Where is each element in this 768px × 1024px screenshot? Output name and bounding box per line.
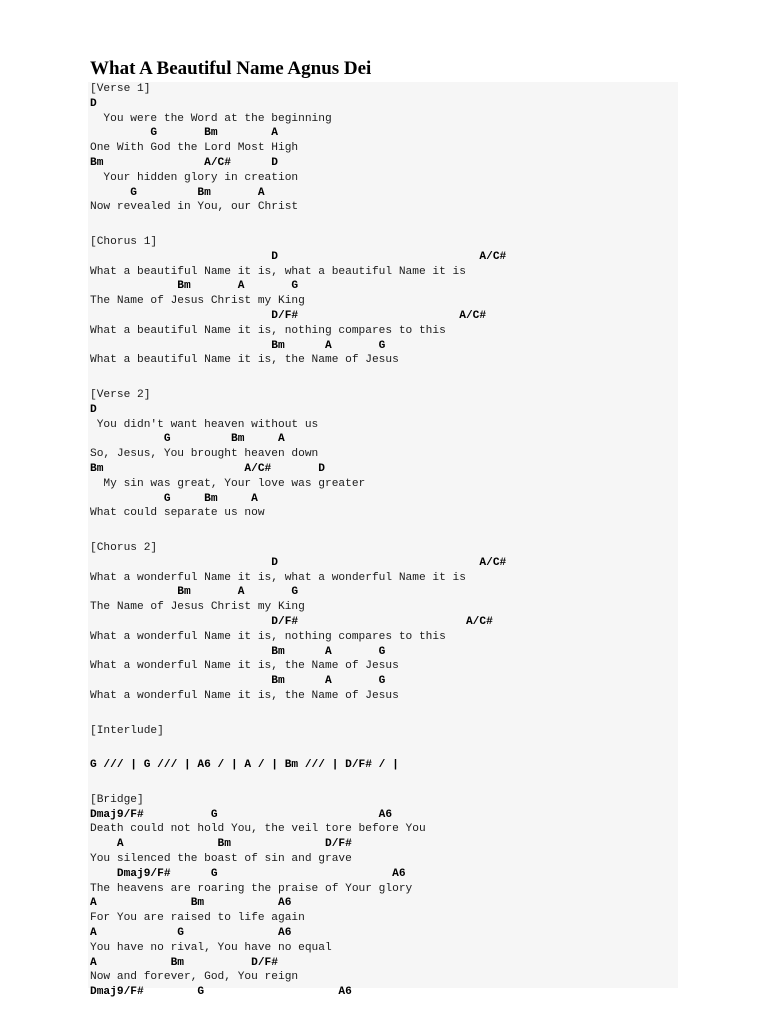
chord-line: Bm A G — [90, 675, 386, 688]
lyric-line: What a beautiful Name it is, what a beautiful Name it is — [90, 265, 466, 278]
chord-line: D/F# A/C# — [90, 310, 487, 322]
lyric-line: So, Jesus, You brought heaven down — [90, 448, 319, 461]
lyric-line: For You are raised to life again — [90, 912, 305, 925]
lyric-line: [Bridge] — [90, 793, 144, 806]
chord-line: A G A6 — [90, 927, 292, 939]
lyric-line: What a wonderful Name it is, what a wonderful Name it is — [90, 571, 466, 584]
lyric-line: [Verse 1] — [90, 83, 151, 95]
lyric-line: What a wonderful Name it is, the Name of Jesus — [90, 660, 399, 673]
lyric-line: What a wonderful Name it is, the Name of Jesus — [90, 690, 399, 702]
chord-line: Dmaj9/F# G A6 — [90, 867, 406, 880]
lyric-line: My sin was great, Your love was greater — [90, 477, 366, 490]
chord-sheet — [88, 82, 678, 999]
lyric-line: Now revealed in You, our Christ — [90, 201, 299, 214]
chord-line: G Bm A — [90, 433, 285, 446]
lyric-line: [Verse 2] — [90, 389, 151, 401]
song-title: What A Beautiful Name Agnus Dei — [90, 58, 372, 79]
chord-line: A Bm A6 — [90, 897, 292, 910]
lyric-line: Your hidden glory in creation — [90, 171, 299, 184]
chord-line: Bm A/C# D — [90, 157, 278, 169]
lyric-line: [Chorus 2] — [90, 542, 158, 554]
chord-line: Bm A G — [90, 586, 299, 599]
chord-line: Bm A G — [90, 280, 299, 293]
chord-line: D A/C# — [90, 250, 507, 263]
chord-line: Bm A G — [90, 339, 386, 352]
chord-line: D A/C# — [90, 556, 507, 569]
lyric-line: The Name of Jesus Christ my King — [90, 295, 305, 308]
chord-line: A Bm D/F# — [90, 956, 278, 969]
lyric-line: You have no rival, You have no equal — [90, 941, 332, 954]
chord-line: Bm A G — [90, 645, 386, 658]
lyric-line: You silenced the boast of sin and grave — [90, 853, 352, 865]
chord-line: D — [90, 97, 97, 110]
lyric-line: What a beautiful Name it is, the Name of Jesus — [90, 354, 399, 367]
lyric-line: The Name of Jesus Christ my King — [90, 601, 305, 614]
chord-line: G Bm A — [90, 127, 278, 140]
chord-line: G /// | G /// | A6 / | A / | Bm /// | D/F# / | — [90, 759, 399, 772]
chord-line: D — [90, 403, 97, 416]
lyric-line: [Chorus 1] — [90, 236, 158, 248]
chord-line: G Bm A — [90, 492, 258, 505]
chord-line: Dmaj9/F# G A6 — [90, 986, 352, 999]
lyric-line: What a wonderful Name it is, nothing compares to this — [90, 630, 446, 643]
lyric-line: You didn't want heaven without us — [90, 418, 319, 431]
lyric-line: One With God the Lord Most High — [90, 142, 299, 155]
chord-line: Bm A/C# D — [90, 463, 325, 475]
lyric-line: Now and forever, God, You reign — [90, 971, 299, 984]
chord-line: A Bm D/F# — [90, 838, 352, 851]
lyric-line: What a beautiful Name it is, nothing compares to this — [90, 324, 446, 337]
lyric-line: [Interlude] — [90, 724, 164, 737]
lyric-line: The heavens are roaring the praise of Your glory — [90, 882, 413, 895]
chord-line: D/F# A/C# — [90, 616, 493, 628]
lyric-line: Death could not hold You, the veil tore before You — [90, 823, 426, 836]
chord-line: Dmaj9/F# G A6 — [90, 808, 393, 821]
lyric-line: You were the Word at the beginning — [90, 112, 332, 125]
lyric-line: What could separate us now — [90, 507, 265, 520]
chord-line: G Bm A — [90, 186, 265, 199]
